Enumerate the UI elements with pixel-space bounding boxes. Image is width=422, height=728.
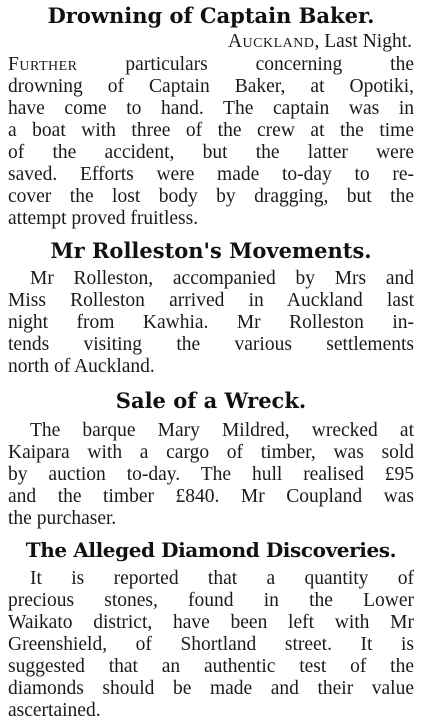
article-line: and the timber £840. Mr Coupland was (8, 486, 414, 507)
article-line: night from Kawhia. Mr Rolleston in- (8, 312, 414, 333)
dateline-rest: , Last Night. (314, 31, 412, 52)
article-line (8, 54, 414, 76)
lead-word: Further (8, 54, 78, 75)
article-line: by auction to-day. The hull realised £95 (8, 464, 414, 485)
article-line: precious stones, found in the Lower (8, 590, 414, 611)
article-line: cover the lost body by dragging, but the (8, 186, 414, 207)
article-line: north of Auckland. (8, 356, 155, 377)
article-line: attempt proved fruitless. (8, 208, 199, 229)
article-line-text: particulars concerning the (77, 54, 414, 75)
article-line: saved. Efforts were made to-day to re- (8, 164, 414, 185)
article-line: a boat with three of the crew at the time (8, 120, 414, 141)
headline-diamond-discoveries: The Alleged Diamond Discoveries. (25, 538, 397, 562)
headline-sale-of-wreck: Sale of a Wreck. (115, 388, 307, 413)
article-line: tends visiting the various settlements (8, 334, 414, 355)
article-line: the purchaser. (8, 508, 117, 529)
article-line: diamonds should be made and their value (8, 678, 414, 699)
article-line: Miss Rolleston arrived in Auckland last (8, 290, 414, 311)
article-line: Mr Rolleston, accompanied by Mrs and (30, 268, 414, 289)
article-line: ascertained. (8, 700, 101, 721)
article-line: The barque Mary Mildred, wrecked at (30, 420, 414, 441)
dateline (0, 31, 412, 53)
article-line: suggested that an authentic test of the (8, 656, 414, 677)
article-line: of the accident, but the latter were (8, 142, 414, 163)
dateline-place: Auckland (227, 31, 315, 52)
article-line: Greenshield, of Shortland street. It is (8, 634, 414, 655)
headline-captain-baker: Drowning of Captain Baker. (47, 3, 375, 28)
article-line: Waikato district, have been left with Mr (8, 612, 414, 633)
article-line: Kaipara with a cargo of timber, was sold (8, 442, 414, 463)
article-line: It is reported that a quantity of (30, 568, 414, 589)
article-line: drowning of Captain Baker, at Opotiki, (8, 76, 414, 97)
headline-rolleston: Mr Rolleston's Movements. (50, 238, 372, 263)
article-line: have come to hand. The captain was in (8, 98, 414, 119)
